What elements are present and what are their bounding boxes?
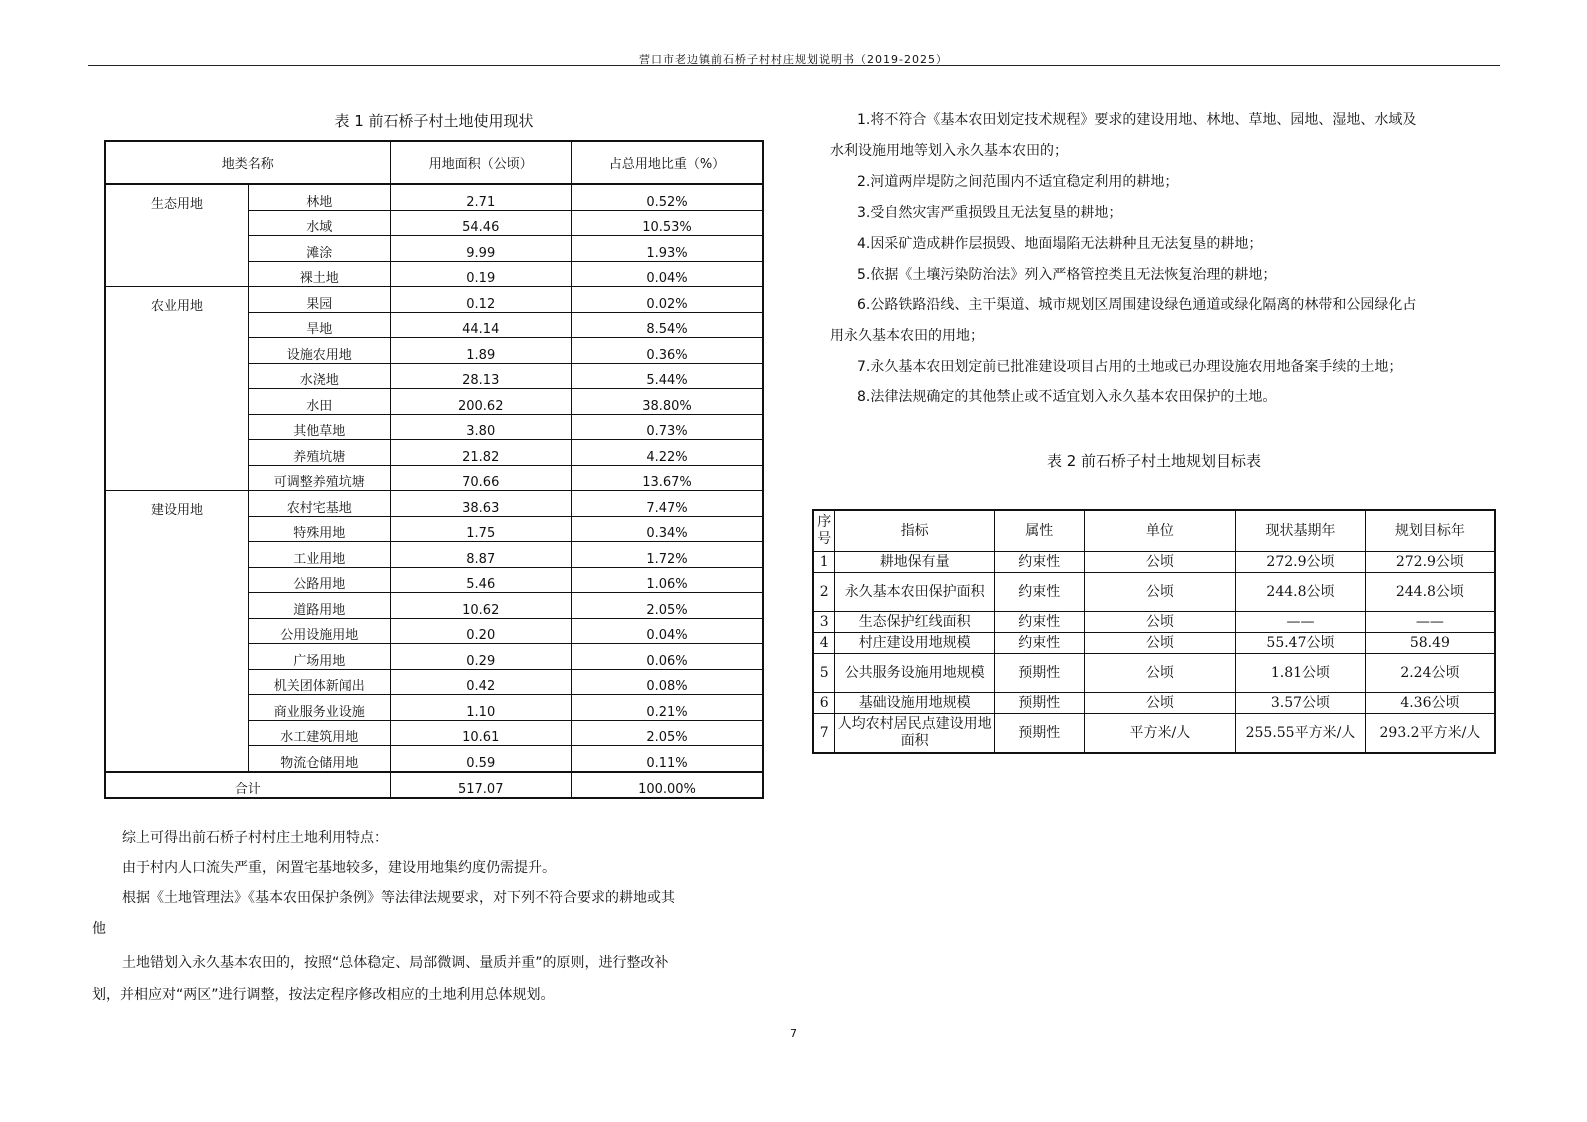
attribute-cell: 约束性 [994, 573, 1084, 612]
target-value-cell: 4.36公顷 [1365, 693, 1495, 714]
attribute-cell: 预期性 [994, 693, 1084, 714]
share-cell: 2.05% [571, 720, 763, 746]
index-cell: 5 [813, 654, 835, 693]
subtype-cell: 设施农用地 [249, 338, 391, 364]
subtype-cell: 特殊用地 [249, 516, 391, 542]
category-ecological: 生态用地 [105, 184, 249, 287]
area-cell: 1.89 [390, 338, 571, 364]
share-cell: 0.04% [571, 618, 763, 644]
area-cell: 21.82 [390, 440, 571, 466]
header-target-year: 规划目标年 [1365, 510, 1495, 552]
table-header-row [105, 141, 763, 184]
area-cell: 0.12 [390, 287, 571, 313]
table-header-row [813, 510, 1495, 552]
share-cell: 0.08% [571, 669, 763, 695]
subtype-cell: 林地 [249, 184, 391, 210]
table-row [813, 612, 1495, 633]
share-cell: 38.80% [571, 389, 763, 415]
share-cell: 0.02% [571, 287, 763, 313]
total-label: 合计 [105, 772, 390, 799]
area-cell: 54.46 [390, 210, 571, 236]
area-cell: 28.13 [390, 363, 571, 389]
header-share: 占总用地比重（%） [571, 141, 763, 184]
area-cell: 0.29 [390, 644, 571, 670]
indicator-cell: 公共服务设施用地规模 [835, 654, 994, 693]
subtype-cell: 工业用地 [249, 542, 391, 568]
index-cell: 6 [813, 693, 835, 714]
area-cell: 5.46 [390, 567, 571, 593]
area-cell: 44.14 [390, 312, 571, 338]
share-cell: 1.72% [571, 542, 763, 568]
subtype-cell: 道路用地 [249, 593, 391, 619]
area-cell: 200.62 [390, 389, 571, 415]
share-cell: 5.44% [571, 363, 763, 389]
attribute-cell: 预期性 [994, 714, 1084, 754]
list-item-3: 3.受自然灾害严重损毁且无法复垦的耕地； [857, 205, 1123, 221]
area-cell: 1.75 [390, 516, 571, 542]
unit-cell: 公顷 [1084, 693, 1235, 714]
share-cell: 10.53% [571, 210, 763, 236]
share-cell: 0.36% [571, 338, 763, 364]
subtype-cell: 水工建筑用地 [249, 720, 391, 746]
target-value-cell: 293.2平方米/人 [1365, 714, 1495, 754]
area-cell: 10.62 [390, 593, 571, 619]
share-cell: 2.05% [571, 593, 763, 619]
indicator-cell: 基础设施用地规模 [835, 693, 994, 714]
subtype-cell: 公用设施用地 [249, 618, 391, 644]
list-item-8: 8.法律法规确定的其他禁止或不适宜划入永久基本农田保护的土地。 [857, 389, 1277, 405]
page-number: 7 [790, 1027, 797, 1040]
share-cell: 0.73% [571, 414, 763, 440]
area-cell: 0.59 [390, 746, 571, 772]
table-row [813, 654, 1495, 693]
list-item-5: 5.依据《土壤污染防治法》列入严格管控类且无法恢复治理的耕地； [857, 267, 1277, 283]
area-cell: 3.80 [390, 414, 571, 440]
share-cell: 0.11% [571, 746, 763, 772]
index-cell: 2 [813, 573, 835, 612]
share-cell: 8.54% [571, 312, 763, 338]
legal-paragraph: 根据《土地管理法》《基本农田保护条例》等法律法规要求，对下列不符合要求的耕地或其 [122, 890, 675, 906]
header-area: 用地面积（公顷） [390, 141, 571, 184]
subtype-cell: 广场用地 [249, 644, 391, 670]
list-item-6: 6.公路铁路沿线、主干渠道、城市规划区周围建设绿色通道或绿化隔离的林带和公园绿化占 [857, 297, 1417, 313]
subtype-cell: 公路用地 [249, 567, 391, 593]
area-cell: 8.87 [390, 542, 571, 568]
area-cell: 9.99 [390, 236, 571, 262]
share-cell: 0.06% [571, 644, 763, 670]
area-cell: 0.19 [390, 261, 571, 287]
index-cell: 1 [813, 552, 835, 573]
unit-cell: 公顷 [1084, 633, 1235, 654]
list-item-2: 2.河道两岸堤防之间范围内不适宜稳定利用的耕地； [857, 174, 1179, 190]
unit-cell: 平方米/人 [1084, 714, 1235, 754]
indicator-cell: 耕地保有量 [835, 552, 994, 573]
summary-intro: 综上可得出前石桥子村村庄土地利用特点： [122, 830, 388, 846]
index-cell: 7 [813, 714, 835, 754]
share-cell: 4.22% [571, 440, 763, 466]
area-cell: 0.42 [390, 669, 571, 695]
subtype-cell: 裸土地 [249, 261, 391, 287]
header-attribute: 属性 [994, 510, 1084, 552]
share-cell: 1.06% [571, 567, 763, 593]
table-row [813, 552, 1495, 573]
base-value-cell: 55.47公顷 [1236, 633, 1366, 654]
base-value-cell: 3.57公顷 [1236, 693, 1366, 714]
target-value-cell: 272.9公顷 [1365, 552, 1495, 573]
table-row [813, 693, 1495, 714]
share-cell: 1.93% [571, 236, 763, 262]
share-cell: 13.67% [571, 465, 763, 491]
share-cell: 0.04% [571, 261, 763, 287]
header-index: 序号 [813, 510, 835, 552]
land-planning-target-table [812, 509, 1496, 754]
unit-cell: 公顷 [1084, 573, 1235, 612]
indicator-cell: 生态保护红线面积 [835, 612, 994, 633]
list-item-4: 4.因采矿造成耕作层损毁、地面塌陷无法耕种且无法复垦的耕地； [857, 236, 1263, 252]
target-value-cell: 2.24公顷 [1365, 654, 1495, 693]
land-use-status-table [104, 140, 764, 799]
table1-caption: 表 1 前石桥子村土地使用现状 [334, 112, 534, 130]
area-cell: 0.20 [390, 618, 571, 644]
document-header-title: 营口市老边镇前石桥子村村庄规划说明书（2019-2025） [639, 53, 948, 66]
base-value-cell: 255.55平方米/人 [1236, 714, 1366, 754]
share-cell: 0.52% [571, 184, 763, 210]
subtype-cell: 果园 [249, 287, 391, 313]
correction-paragraph-cont: 划，并相应对“两区”进行调整，按法定程序修改相应的土地利用总体规划。 [92, 987, 555, 1003]
base-value-cell: 1.81公顷 [1236, 654, 1366, 693]
header-unit: 单位 [1084, 510, 1235, 552]
header-land-type: 地类名称 [105, 141, 390, 184]
unit-cell: 公顷 [1084, 654, 1235, 693]
category-construction: 建设用地 [105, 491, 249, 772]
attribute-cell: 预期性 [994, 654, 1084, 693]
area-cell: 70.66 [390, 465, 571, 491]
table-row [105, 491, 763, 517]
index-cell: 4 [813, 633, 835, 654]
list-item-1: 1.将不符合《基本农田划定技术规程》要求的建设用地、林地、草地、园地、湿地、水域及 [857, 112, 1417, 128]
header-base-year: 现状基期年 [1236, 510, 1366, 552]
table-row [105, 287, 763, 313]
subtype-cell: 滩涂 [249, 236, 391, 262]
header-rule [88, 65, 1500, 66]
unit-cell: 公顷 [1084, 552, 1235, 573]
total-share: 100.00% [571, 772, 763, 799]
subtype-cell: 养殖坑塘 [249, 440, 391, 466]
target-value-cell: 244.8公顷 [1365, 573, 1495, 612]
attribute-cell: 约束性 [994, 612, 1084, 633]
unit-cell: 公顷 [1084, 612, 1235, 633]
share-cell: 7.47% [571, 491, 763, 517]
legal-paragraph-cont: 他 [92, 921, 106, 937]
category-agricultural: 农业用地 [105, 287, 249, 491]
list-item-7: 7.永久基本农田划定前已批准建设项目占用的土地或已办理设施农用地备案手续的土地； [857, 359, 1403, 375]
subtype-cell: 水田 [249, 389, 391, 415]
attribute-cell: 约束性 [994, 552, 1084, 573]
subtype-cell: 商业服务业设施 [249, 695, 391, 721]
base-value-cell: 244.8公顷 [1236, 573, 1366, 612]
share-cell: 0.21% [571, 695, 763, 721]
target-value-cell: —— [1365, 612, 1495, 633]
subtype-cell: 机关团体新闻出 [249, 669, 391, 695]
index-cell: 3 [813, 612, 835, 633]
indicator-cell: 村庄建设用地规模 [835, 633, 994, 654]
subtype-cell: 旱地 [249, 312, 391, 338]
subtype-cell: 可调整养殖坑塘 [249, 465, 391, 491]
subtype-cell: 水域 [249, 210, 391, 236]
correction-paragraph: 土地错划入永久基本农田的，按照“总体稳定、局部微调、量质并重”的原则，进行整改补 [122, 955, 669, 971]
share-cell: 0.34% [571, 516, 763, 542]
total-area: 517.07 [390, 772, 571, 799]
base-value-cell: 272.9公顷 [1236, 552, 1366, 573]
attribute-cell: 约束性 [994, 633, 1084, 654]
summary-point: 由于村内人口流失严重，闲置宅基地较多，建设用地集约度仍需提升。 [122, 860, 556, 876]
table2-caption: 表 2 前石桥子村土地规划目标表 [1046, 452, 1262, 470]
table-row [813, 633, 1495, 654]
area-cell: 1.10 [390, 695, 571, 721]
subtype-cell: 农村宅基地 [249, 491, 391, 517]
total-row [105, 772, 763, 799]
indicator-cell: 永久基本农田保护面积 [835, 573, 994, 612]
header-indicator: 指标 [835, 510, 994, 552]
list-item-1-cont: 水利设施用地等划入永久基本农田的； [830, 143, 1068, 159]
table-row [105, 184, 763, 210]
indicator-cell: 人均农村居民点建设用地面积 [835, 714, 994, 754]
table-row [813, 573, 1495, 612]
base-value-cell: —— [1236, 612, 1366, 633]
target-value-cell: 58.49 [1365, 633, 1495, 654]
subtype-cell: 其他草地 [249, 414, 391, 440]
area-cell: 10.61 [390, 720, 571, 746]
area-cell: 2.71 [390, 184, 571, 210]
subtype-cell: 物流仓储用地 [249, 746, 391, 772]
area-cell: 38.63 [390, 491, 571, 517]
subtype-cell: 水浇地 [249, 363, 391, 389]
list-item-6-cont: 用永久基本农田的用地； [830, 328, 984, 344]
table-row [813, 714, 1495, 754]
